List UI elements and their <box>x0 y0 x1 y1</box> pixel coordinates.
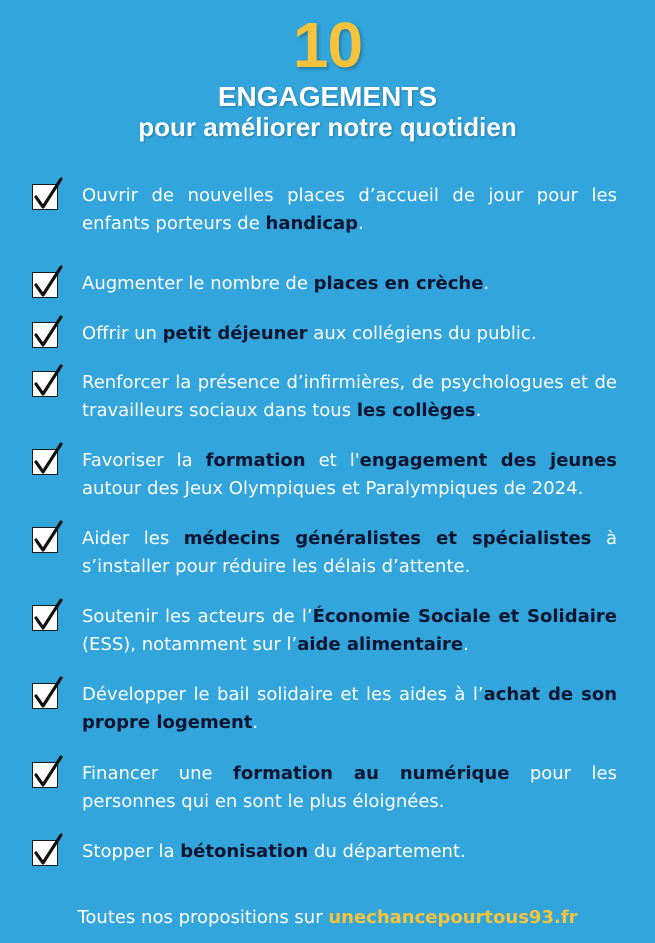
checkbox-icon <box>32 605 58 631</box>
text-segment: . <box>358 213 364 234</box>
commitment-text <box>82 369 617 425</box>
text-segment: . <box>252 712 259 733</box>
text-segment: et l' <box>305 450 360 471</box>
highlighted-phrase: formation au numérique <box>233 763 510 784</box>
commitment-text <box>82 270 617 298</box>
highlighted-phrase: achat de son propre logement <box>82 684 618 733</box>
footer-prefix: Toutes nos propositions sur <box>77 907 329 928</box>
checkbox-icon <box>32 322 58 348</box>
highlighted-phrase: aide alimentaire <box>297 634 464 655</box>
text-segment: autour des Jeux Olympiques et Paralympiques de 2024. <box>82 478 584 499</box>
commitment-item <box>0 320 655 348</box>
checkbox-icon <box>32 840 58 866</box>
text-segment: Favoriser la <box>82 450 206 471</box>
text-segment: pour les personnes qui en sont le plus éloignées. <box>82 763 617 812</box>
highlighted-phrase: médecins généralistes et spécialistes <box>183 528 592 549</box>
headline-subtitle: pour améliorer notre quotidien <box>138 112 517 142</box>
text-segment: du département. <box>308 841 466 862</box>
commitment-item <box>0 603 655 659</box>
highlighted-phrase: les collèges <box>356 400 476 421</box>
text-segment: (ESS), notamment sur l’ <box>82 634 298 655</box>
headline-number: 10 <box>292 9 363 81</box>
commitment-text <box>82 447 617 503</box>
commitment-text <box>82 681 617 737</box>
text-segment: . <box>463 634 469 655</box>
text-segment: Augmenter le nombre de <box>82 273 314 294</box>
highlighted-phrase: petit déjeuner <box>162 323 308 344</box>
commitment-text <box>82 603 617 659</box>
commitment-item <box>0 182 655 238</box>
commitment-text <box>82 838 617 866</box>
text-segment: à s’installer pour réduire les délais d’attente. <box>82 528 617 577</box>
checkbox-icon <box>32 449 58 475</box>
checkbox-icon <box>32 683 58 709</box>
footer-url-link[interactable]: unechancepourtous93.fr <box>328 907 578 928</box>
text-segment: Aider les <box>82 528 184 549</box>
checkbox-icon <box>32 527 58 553</box>
highlighted-phrase: places en crèche <box>313 273 484 294</box>
commitment-item <box>0 447 655 503</box>
checkbox-icon <box>32 272 58 298</box>
text-segment: Soutenir les acteurs de l’ <box>82 606 313 627</box>
commitment-item <box>0 369 655 425</box>
highlighted-phrase: engagement des jeunes <box>359 450 617 471</box>
highlighted-phrase: bétonisation <box>180 841 309 862</box>
text-segment: . <box>483 273 490 294</box>
commitment-item <box>0 270 655 298</box>
commitment-text <box>82 320 617 348</box>
commitment-text <box>82 182 617 238</box>
commitment-item <box>0 525 655 581</box>
footer <box>0 905 655 931</box>
headline-title: ENGAGEMENTS <box>217 81 438 112</box>
text-segment: Développer le bail solidaire et les aides à l’ <box>82 684 484 705</box>
header <box>0 9 655 142</box>
text-segment: Offrir un <box>82 323 163 344</box>
text-segment: aux collégiens du public. <box>307 323 537 344</box>
checkbox-icon <box>32 762 58 788</box>
highlighted-phrase: handicap <box>265 213 359 234</box>
highlighted-phrase: Économie Sociale et Solidaire <box>312 606 617 627</box>
commitment-item <box>0 681 655 737</box>
checkbox-icon <box>32 184 58 210</box>
commitment-item <box>0 760 655 816</box>
text-segment: Financer une <box>82 763 234 784</box>
commitment-text <box>82 525 617 581</box>
checkbox-icon <box>32 371 58 397</box>
commitment-text <box>82 760 617 816</box>
text-segment: Ouvrir de nouvelles places d’accueil de jour pour les enfants porteurs de <box>82 185 617 234</box>
text-segment: Renforcer la présence d’infirmières, de psychologues et de travailleurs sociaux dans tous <box>82 372 617 421</box>
highlighted-phrase: formation <box>205 450 306 471</box>
commitment-item <box>0 838 655 866</box>
text-segment: . <box>475 400 482 421</box>
text-segment: Stopper la <box>82 841 181 862</box>
